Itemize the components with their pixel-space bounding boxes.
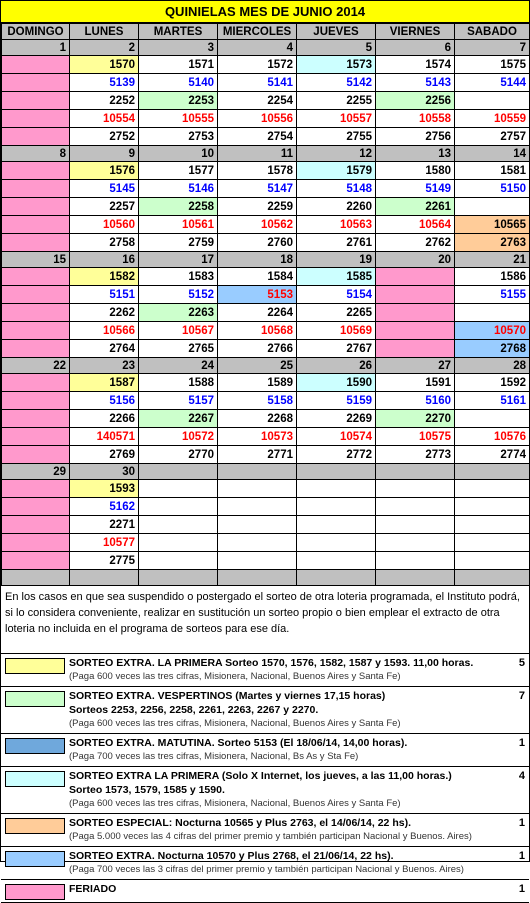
date-cell: 19: [297, 252, 376, 268]
legend-swatch: [5, 851, 65, 867]
draw-number-cell: 2256: [376, 92, 455, 110]
draw-number-cell: 2772: [297, 446, 376, 464]
date-cell: [455, 464, 530, 480]
draw-number-cell: 2762: [376, 234, 455, 252]
draw-number-cell: 5160: [376, 392, 455, 410]
date-cell: 13: [376, 146, 455, 162]
draw-number-cell: 1588: [139, 374, 218, 392]
draw-number-cell: 10574: [297, 428, 376, 446]
date-cell: 5: [297, 40, 376, 56]
draw-number-cell: [376, 268, 455, 286]
draw-number-cell: 1592: [455, 374, 530, 392]
draw-number-cell: 10567: [139, 322, 218, 340]
draw-number-cell: 5162: [70, 498, 139, 516]
draw-number-cell: 10560: [70, 216, 139, 234]
draw-number-cell: [297, 480, 376, 498]
date-cell: 12: [297, 146, 376, 162]
legend-item: [1, 654, 529, 687]
draw-number-cell: 10554: [70, 110, 139, 128]
draw-number-cell: [455, 304, 530, 322]
draw-number-cell: [2, 286, 70, 304]
draw-number-cell: 5143: [376, 74, 455, 92]
date-cell: 23: [70, 358, 139, 374]
draw-number-cell: 5155: [455, 286, 530, 304]
day-header: DOMINGO: [2, 24, 70, 40]
legend-count: 7: [518, 690, 525, 702]
draw-number-cell: 10556: [218, 110, 297, 128]
draw-number-cell: 1572: [218, 56, 297, 74]
draw-number-cell: [2, 480, 70, 498]
draw-number-cell: 2269: [297, 410, 376, 428]
draw-number-cell: 10557: [297, 110, 376, 128]
date-cell: [297, 570, 376, 586]
date-cell: 3: [139, 40, 218, 56]
draw-number-cell: 5150: [455, 180, 530, 198]
legend-swatch: [5, 658, 65, 674]
draw-number-cell: [376, 286, 455, 304]
draw-number-cell: [2, 340, 70, 358]
draw-number-cell: 1581: [455, 162, 530, 180]
draw-number-cell: 2774: [455, 446, 530, 464]
draw-number-cell: 2770: [139, 446, 218, 464]
draw-number-cell: [376, 552, 455, 570]
draw-number-cell: [376, 304, 455, 322]
legend-payout: (Paga 700 veces las tres cifras, Misionera, Nacional, Bs As y Sta Fe): [69, 751, 359, 762]
day-header: MIERCOLES: [218, 24, 297, 40]
draw-number-cell: 2261: [376, 198, 455, 216]
legend-title: SORTEO EXTRA. LA PRIMERA Sorteo 1570, 1576, 1582, 1587 y 1593. 11,00 horas.: [69, 657, 474, 669]
draw-number-cell: 2265: [297, 304, 376, 322]
draw-number-cell: [2, 446, 70, 464]
draw-number-cell: [2, 322, 70, 340]
draw-number-cell: [139, 480, 218, 498]
day-header: VIERNES: [376, 24, 455, 40]
draw-number-cell: 2756: [376, 128, 455, 146]
draw-number-cell: 1584: [218, 268, 297, 286]
draw-number-cell: 2259: [218, 198, 297, 216]
draw-number-cell: [455, 498, 530, 516]
draw-number-cell: 5142: [297, 74, 376, 92]
draw-number-cell: 5152: [139, 286, 218, 304]
draw-number-cell: [218, 516, 297, 534]
draw-number-cell: 2270: [376, 410, 455, 428]
draw-number-cell: 2752: [70, 128, 139, 146]
page-title: QUINIELAS MES DE JUNIO 2014: [1, 1, 529, 23]
date-cell: [218, 464, 297, 480]
date-row: [2, 358, 530, 374]
date-row: [2, 252, 530, 268]
draw-number-cell: [2, 534, 70, 552]
draw-number-cell: 2758: [70, 234, 139, 252]
draw-number-cell: 2264: [218, 304, 297, 322]
draw-number-cell: 2263: [139, 304, 218, 322]
draw-number-cell: [297, 516, 376, 534]
draw-number-cell: 5159: [297, 392, 376, 410]
date-row: [2, 40, 530, 56]
legend-count: 4: [518, 770, 525, 782]
draw-number-cell: [2, 304, 70, 322]
draw-number-cell: 5146: [139, 180, 218, 198]
draw-number-cell: [455, 92, 530, 110]
draw-number-cell: 2761: [297, 234, 376, 252]
draw-number-cell: [2, 56, 70, 74]
legend-swatch: [5, 738, 65, 754]
date-cell: 17: [139, 252, 218, 268]
draw-number-cell: [376, 534, 455, 552]
draw-number-cell: 1587: [70, 374, 139, 392]
draw-row: [2, 110, 530, 128]
legend-count: 1: [518, 817, 525, 829]
draw-number-cell: 5153: [218, 286, 297, 304]
draw-number-cell: [2, 92, 70, 110]
draw-number-cell: 5151: [70, 286, 139, 304]
legend-swatch: [5, 691, 65, 707]
legend-item: [1, 814, 529, 847]
draw-number-cell: [2, 162, 70, 180]
draw-number-cell: 2757: [455, 128, 530, 146]
legend-item: [1, 734, 529, 767]
draw-number-cell: 5156: [70, 392, 139, 410]
draw-number-cell: 5140: [139, 74, 218, 92]
legend-item: [1, 687, 529, 734]
date-cell: 9: [70, 146, 139, 162]
draw-number-cell: 10577: [70, 534, 139, 552]
draw-number-cell: 2260: [297, 198, 376, 216]
draw-number-cell: [455, 198, 530, 216]
date-cell: 2: [70, 40, 139, 56]
draw-number-cell: [2, 234, 70, 252]
date-cell: 14: [455, 146, 530, 162]
draw-row: [2, 374, 530, 392]
draw-number-cell: 2760: [218, 234, 297, 252]
draw-number-cell: [139, 516, 218, 534]
draw-number-cell: [218, 552, 297, 570]
draw-row: [2, 410, 530, 428]
draw-number-cell: 2768: [455, 340, 530, 358]
legend-title: SORTEO EXTRA. VESPERTINOS (Martes y viernes 17,15 horas): [69, 690, 386, 702]
draw-number-cell: [455, 552, 530, 570]
draw-number-cell: [2, 268, 70, 286]
draw-row: [2, 480, 530, 498]
draw-number-cell: [2, 392, 70, 410]
date-cell: 16: [70, 252, 139, 268]
draw-row: [2, 286, 530, 304]
draw-number-cell: 140571: [70, 428, 139, 446]
draw-row: [2, 216, 530, 234]
date-cell: 11: [218, 146, 297, 162]
date-cell: 18: [218, 252, 297, 268]
draw-number-cell: 2767: [297, 340, 376, 358]
draw-number-cell: 1589: [218, 374, 297, 392]
legend-swatch: [5, 818, 65, 834]
draw-number-cell: [376, 480, 455, 498]
draw-number-cell: 5158: [218, 392, 297, 410]
draw-row: [2, 340, 530, 358]
draw-number-cell: [297, 534, 376, 552]
draw-number-cell: 10570: [455, 322, 530, 340]
legend-count: 5: [518, 657, 525, 669]
draw-number-cell: 5157: [139, 392, 218, 410]
draw-number-cell: 2262: [70, 304, 139, 322]
draw-number-cell: [2, 552, 70, 570]
draw-number-cell: [2, 516, 70, 534]
draw-number-cell: 2759: [139, 234, 218, 252]
draw-row: [2, 392, 530, 410]
draw-number-cell: 2253: [139, 92, 218, 110]
draw-number-cell: 5141: [218, 74, 297, 92]
draw-number-cell: 2775: [70, 552, 139, 570]
date-cell: 22: [2, 358, 70, 374]
draw-number-cell: [455, 534, 530, 552]
draw-number-cell: 2753: [139, 128, 218, 146]
draw-number-cell: 1582: [70, 268, 139, 286]
draw-number-cell: 2769: [70, 446, 139, 464]
date-row: [2, 570, 530, 586]
draw-number-cell: 10564: [376, 216, 455, 234]
draw-number-cell: [2, 110, 70, 128]
draw-number-cell: 2267: [139, 410, 218, 428]
day-header: JUEVES: [297, 24, 376, 40]
draw-number-cell: 10568: [218, 322, 297, 340]
draw-row: [2, 304, 530, 322]
date-cell: [376, 464, 455, 480]
draw-row: [2, 268, 530, 286]
date-cell: 15: [2, 252, 70, 268]
draw-number-cell: 1577: [139, 162, 218, 180]
draw-number-cell: 5149: [376, 180, 455, 198]
draw-number-cell: 10576: [455, 428, 530, 446]
draw-number-cell: 2764: [70, 340, 139, 358]
draw-number-cell: 10555: [139, 110, 218, 128]
draw-number-cell: 10563: [297, 216, 376, 234]
draw-row: [2, 180, 530, 198]
date-cell: 26: [297, 358, 376, 374]
draw-number-cell: [297, 498, 376, 516]
date-cell: 21: [455, 252, 530, 268]
legend-title: FERIADO: [69, 883, 117, 895]
legend-payout: (Paga 600 veces las tres cifras, Misionera, Nacional, Buenos Aires y Santa Fe): [69, 798, 401, 809]
legend-payout: (Paga 600 veces las tres cifras, Misionera, Nacional, Buenos Aires y Santa Fe): [69, 671, 401, 682]
legend-item: [1, 880, 529, 903]
draw-number-cell: 10562: [218, 216, 297, 234]
legend-swatch: [5, 771, 65, 787]
draw-number-cell: 2763: [455, 234, 530, 252]
legend-title: SORTEO EXTRA LA PRIMERA (Solo X Internet, los jueves, a las 11,00 horas.): [69, 770, 452, 782]
legend-item: [1, 767, 529, 814]
day-header: LUNES: [70, 24, 139, 40]
legend-swatch: [5, 884, 65, 900]
draw-row: [2, 74, 530, 92]
draw-number-cell: [2, 180, 70, 198]
draw-number-cell: 1571: [139, 56, 218, 74]
legend-count: 1: [518, 737, 525, 749]
draw-number-cell: 10559: [455, 110, 530, 128]
draw-row: [2, 428, 530, 446]
draw-number-cell: 2765: [139, 340, 218, 358]
draw-row: [2, 322, 530, 340]
draw-row: [2, 552, 530, 570]
draw-number-cell: 1590: [297, 374, 376, 392]
legend-count: 1: [518, 850, 525, 862]
draw-number-cell: [2, 198, 70, 216]
date-cell: [455, 570, 530, 586]
date-cell: 6: [376, 40, 455, 56]
draw-number-cell: 2252: [70, 92, 139, 110]
date-cell: [139, 570, 218, 586]
draw-number-cell: 5147: [218, 180, 297, 198]
draw-number-cell: [2, 374, 70, 392]
day-header-row: [2, 24, 530, 40]
draw-number-cell: 2257: [70, 198, 139, 216]
draw-number-cell: [455, 410, 530, 428]
draw-number-cell: [139, 552, 218, 570]
day-header: MARTES: [139, 24, 218, 40]
date-row: [2, 146, 530, 162]
draw-number-cell: 1578: [218, 162, 297, 180]
date-cell: [70, 570, 139, 586]
draw-number-cell: 10561: [139, 216, 218, 234]
legend-detail: Sorteo 1573, 1579, 1585 y 1590.: [69, 784, 225, 796]
legend-payout: (Paga 600 veces las tres cifras, Misionera, Nacional, Buenos Aires y Santa Fe): [69, 718, 401, 729]
draw-number-cell: [376, 322, 455, 340]
date-cell: 25: [218, 358, 297, 374]
draw-number-cell: 1574: [376, 56, 455, 74]
draw-number-cell: [455, 516, 530, 534]
date-cell: 10: [139, 146, 218, 162]
draw-number-cell: 5154: [297, 286, 376, 304]
draw-number-cell: [139, 498, 218, 516]
draw-number-cell: 2258: [139, 198, 218, 216]
draw-number-cell: [2, 498, 70, 516]
draw-row: [2, 534, 530, 552]
draw-row: [2, 498, 530, 516]
date-cell: [2, 570, 70, 586]
draw-number-cell: [376, 516, 455, 534]
draw-number-cell: [139, 534, 218, 552]
draw-row: [2, 446, 530, 464]
draw-number-cell: [376, 340, 455, 358]
draw-number-cell: 10575: [376, 428, 455, 446]
draw-number-cell: 10573: [218, 428, 297, 446]
draw-number-cell: 10565: [455, 216, 530, 234]
draw-number-cell: 1575: [455, 56, 530, 74]
legend-item: [1, 847, 529, 880]
draw-number-cell: 1576: [70, 162, 139, 180]
draw-number-cell: 1579: [297, 162, 376, 180]
date-row: [2, 464, 530, 480]
date-cell: 1: [2, 40, 70, 56]
draw-number-cell: 1593: [70, 480, 139, 498]
draw-number-cell: 1580: [376, 162, 455, 180]
draw-number-cell: 2271: [70, 516, 139, 534]
legend-count: 1: [518, 883, 525, 895]
draw-row: [2, 162, 530, 180]
draw-number-cell: 2255: [297, 92, 376, 110]
draw-row: [2, 234, 530, 252]
draw-number-cell: 10569: [297, 322, 376, 340]
draw-number-cell: 10566: [70, 322, 139, 340]
date-cell: 4: [218, 40, 297, 56]
draw-number-cell: 1573: [297, 56, 376, 74]
date-cell: 30: [70, 464, 139, 480]
draw-number-cell: 2755: [297, 128, 376, 146]
legend-title: SORTEO EXTRA. Nocturna 10570 y Plus 2768, el 21/06/14, 22 hs).: [69, 850, 394, 862]
date-cell: [297, 464, 376, 480]
draw-number-cell: [455, 480, 530, 498]
draw-number-cell: 1585: [297, 268, 376, 286]
date-cell: 7: [455, 40, 530, 56]
draw-number-cell: 1586: [455, 268, 530, 286]
date-cell: 24: [139, 358, 218, 374]
legend-title: SORTEO ESPECIAL: Nocturna 10565 y Plus 2763, el 14/06/14, 22 hs).: [69, 817, 411, 829]
date-cell: 28: [455, 358, 530, 374]
draw-number-cell: [2, 410, 70, 428]
draw-number-cell: 10572: [139, 428, 218, 446]
draw-number-cell: [218, 534, 297, 552]
draw-number-cell: 5161: [455, 392, 530, 410]
date-cell: [218, 570, 297, 586]
draw-number-cell: 2773: [376, 446, 455, 464]
date-cell: 20: [376, 252, 455, 268]
draw-number-cell: 1583: [139, 268, 218, 286]
draw-number-cell: 2766: [218, 340, 297, 358]
draw-number-cell: 5145: [70, 180, 139, 198]
draw-row: [2, 198, 530, 216]
draw-row: [2, 128, 530, 146]
date-cell: [376, 570, 455, 586]
draw-number-cell: 5148: [297, 180, 376, 198]
calendar-table: [1, 23, 530, 586]
draw-number-cell: 5139: [70, 74, 139, 92]
draw-number-cell: [218, 480, 297, 498]
draw-row: [2, 92, 530, 110]
draw-number-cell: [376, 498, 455, 516]
draw-number-cell: [2, 128, 70, 146]
draw-number-cell: 2254: [218, 92, 297, 110]
draw-number-cell: 5144: [455, 74, 530, 92]
draw-row: [2, 516, 530, 534]
draw-number-cell: 2754: [218, 128, 297, 146]
date-cell: 29: [2, 464, 70, 480]
draw-number-cell: 1570: [70, 56, 139, 74]
day-header: SABADO: [455, 24, 530, 40]
date-cell: [139, 464, 218, 480]
draw-number-cell: [297, 552, 376, 570]
draw-number-cell: 1591: [376, 374, 455, 392]
draw-number-cell: [2, 74, 70, 92]
suspension-note: En los casos en que sea suspendido o postergado el sorteo de otra loteria programada, el Instituto podrá, si lo considera conveniente, realizar en sustitución un sorteo propio o bien emplear el extracto de otra loteria no incluida en el programa de sorteos para ese día.: [1, 586, 529, 654]
draw-number-cell: 2268: [218, 410, 297, 428]
date-cell: 27: [376, 358, 455, 374]
draw-number-cell: 2771: [218, 446, 297, 464]
legend-payout: (Paga 5.000 veces las 4 cifras del primer premio y también participan Nacional y Buenos. Aires): [69, 831, 472, 842]
legend-payout: (Paga 700 veces las 3 cifras del primer premio y también participan Nacional y Buenos. Aires): [69, 864, 464, 875]
legend-title: SORTEO EXTRA. MATUTINA. Sorteo 5153 (El 18/06/14, 14,00 horas).: [69, 737, 408, 749]
draw-number-cell: [2, 428, 70, 446]
draw-number-cell: [218, 498, 297, 516]
draw-number-cell: [2, 216, 70, 234]
date-cell: 8: [2, 146, 70, 162]
draw-number-cell: 10558: [376, 110, 455, 128]
draw-number-cell: 2266: [70, 410, 139, 428]
draw-row: [2, 56, 530, 74]
legend: [1, 654, 529, 903]
legend-detail: Sorteos 2253, 2256, 2258, 2261, 2263, 2267 y 2270.: [69, 704, 319, 716]
